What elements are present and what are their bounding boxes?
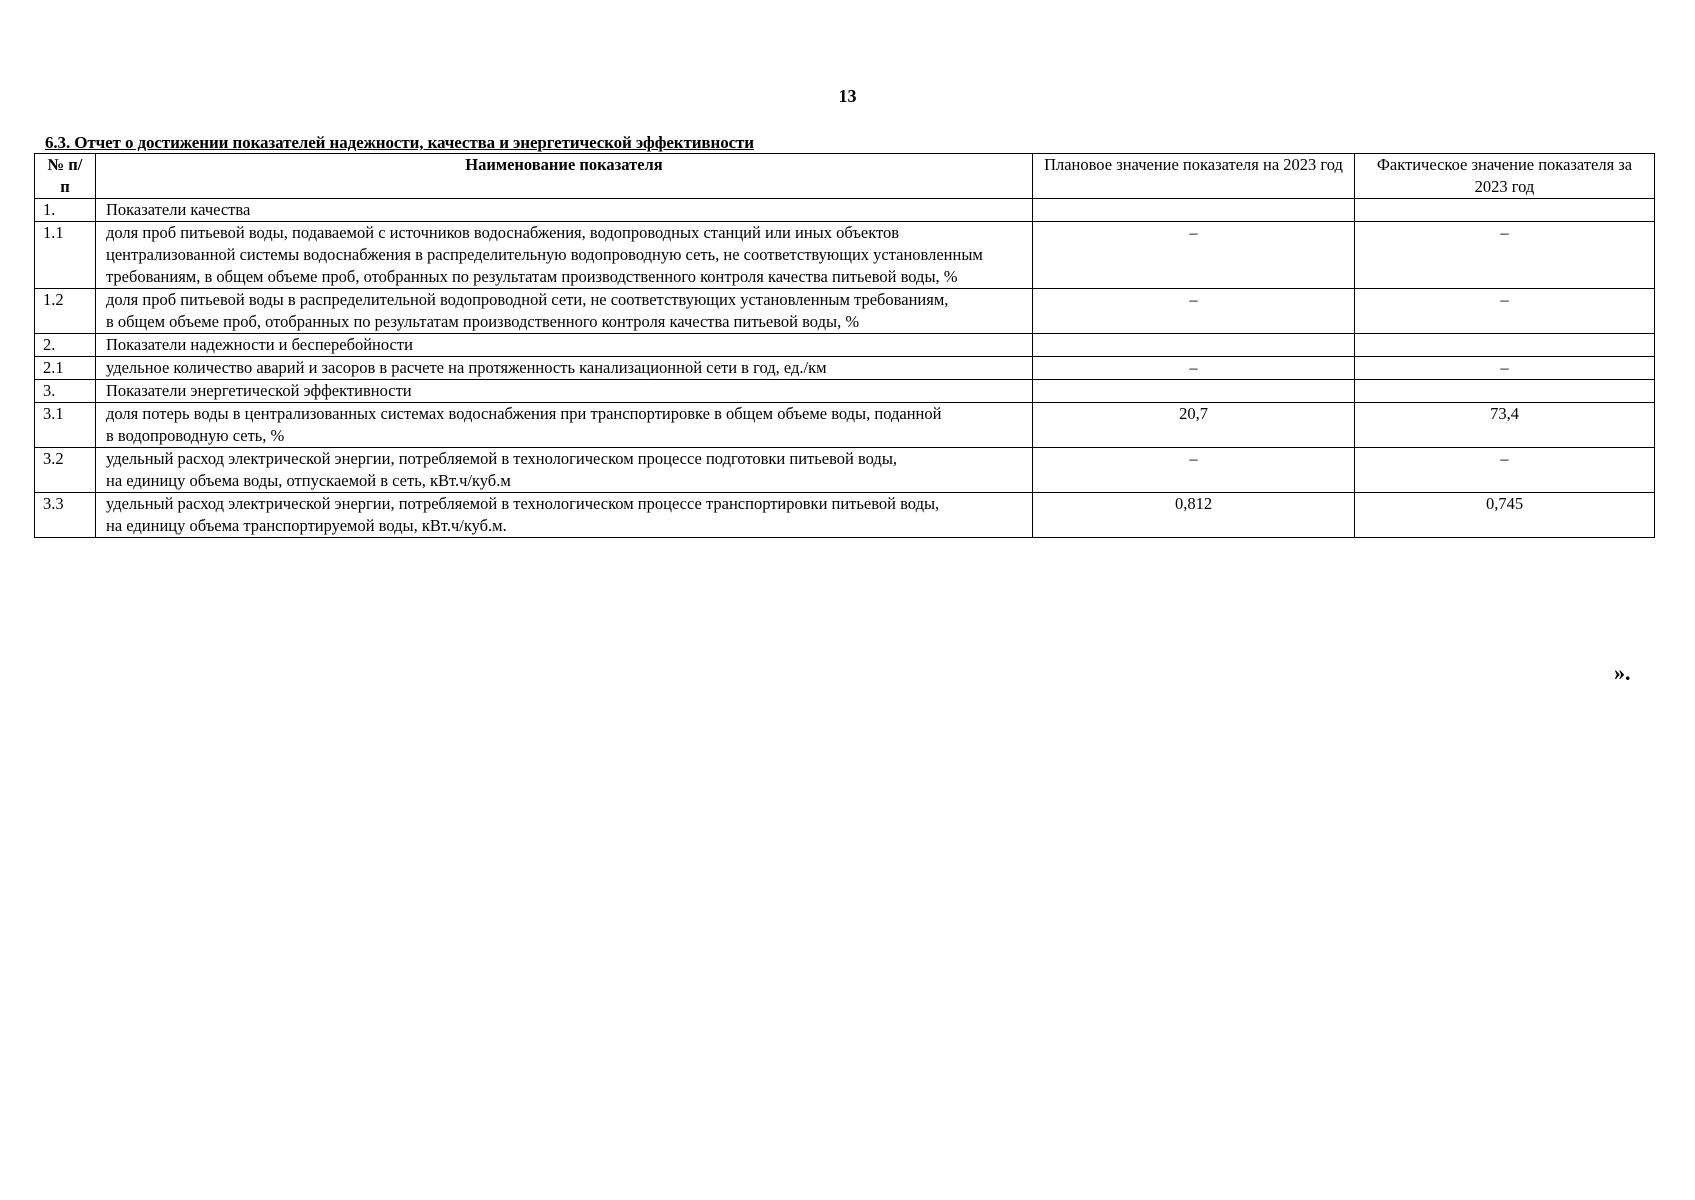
row-num: 2.1 xyxy=(35,357,96,380)
table-header-row xyxy=(35,154,1655,199)
row-fact: 0,745 xyxy=(1355,493,1655,538)
row-name: Показатели качества xyxy=(96,199,1033,222)
row-fact xyxy=(1355,334,1655,357)
row-num: 3.2 xyxy=(35,448,96,493)
row-name: доля проб питьевой воды в распределительной водопроводной сети, не соответствующих установленным требованиям, в общем объеме проб, отобранных по результатам производственного контроля качества питьевой воды, % xyxy=(96,289,1033,334)
table-row xyxy=(35,222,1655,289)
row-plan xyxy=(1033,199,1355,222)
table-row xyxy=(35,289,1655,334)
row-plan: – xyxy=(1033,357,1355,380)
row-fact: – xyxy=(1355,357,1655,380)
row-plan xyxy=(1033,380,1355,403)
row-name: удельный расход электрической энергии, потребляемой в технологическом процессе подготовки питьевой воды, на единицу объема воды, отпускаемой в сеть, кВт.ч/куб.м xyxy=(96,448,1033,493)
header-plan: Плановое значение показателя на 2023 год xyxy=(1033,154,1355,199)
table-row xyxy=(35,334,1655,357)
header-name: Наименование показателя xyxy=(96,154,1033,199)
table-row xyxy=(35,357,1655,380)
table-row xyxy=(35,403,1655,448)
row-fact: 73,4 xyxy=(1355,403,1655,448)
row-plan: 20,7 xyxy=(1033,403,1355,448)
row-plan xyxy=(1033,334,1355,357)
row-plan: – xyxy=(1033,222,1355,289)
table-row xyxy=(35,199,1655,222)
row-name: Показатели надежности и бесперебойности xyxy=(96,334,1033,357)
row-num: 2. xyxy=(35,334,96,357)
closing-quote: ». xyxy=(1614,660,1631,685)
page-number: 13 xyxy=(838,86,857,106)
row-plan: – xyxy=(1033,448,1355,493)
row-fact xyxy=(1355,199,1655,222)
row-plan: 0,812 xyxy=(1033,493,1355,538)
row-num: 1. xyxy=(35,199,96,222)
row-num: 3.1 xyxy=(35,403,96,448)
section-title: 6.3. Отчет о достижении показателей надежности, качества и энергетической эффективности xyxy=(45,133,755,152)
row-fact: – xyxy=(1355,222,1655,289)
row-fact xyxy=(1355,380,1655,403)
row-num: 1.2 xyxy=(35,289,96,334)
row-num: 3. xyxy=(35,380,96,403)
row-name: удельное количество аварий и засоров в расчете на протяженность канализационной сети в год, ед./км xyxy=(96,357,1033,380)
row-num: 1.1 xyxy=(35,222,96,289)
table-row xyxy=(35,380,1655,403)
indicators-table xyxy=(34,153,1655,538)
table-row xyxy=(35,493,1655,538)
header-fact: Фактическое значение показателя за 2023 год xyxy=(1355,154,1655,199)
row-fact: – xyxy=(1355,289,1655,334)
row-name: доля потерь воды в централизованных системах водоснабжения при транспортировке в общем объеме воды, поданной в водопроводную сеть, % xyxy=(96,403,1033,448)
row-num: 3.3 xyxy=(35,493,96,538)
table-row xyxy=(35,448,1655,493)
row-fact: – xyxy=(1355,448,1655,493)
row-name: доля проб питьевой воды, подаваемой с источников водоснабжения, водопроводных станций или иных объектов централизованной системы водоснабжения в распределительную водопроводную сеть, не соответствующих установленным требованиям, в общем объеме проб, отобранных по результатам производственного контроля качества питьевой воды, % xyxy=(96,222,1033,289)
row-name: Показатели энергетической эффективности xyxy=(96,380,1033,403)
row-plan: – xyxy=(1033,289,1355,334)
row-name: удельный расход электрической энергии, потребляемой в технологическом процессе транспортировки питьевой воды, на единицу объема транспортируемой воды, кВт.ч/куб.м. xyxy=(96,493,1033,538)
header-num: № п/п xyxy=(35,154,96,199)
